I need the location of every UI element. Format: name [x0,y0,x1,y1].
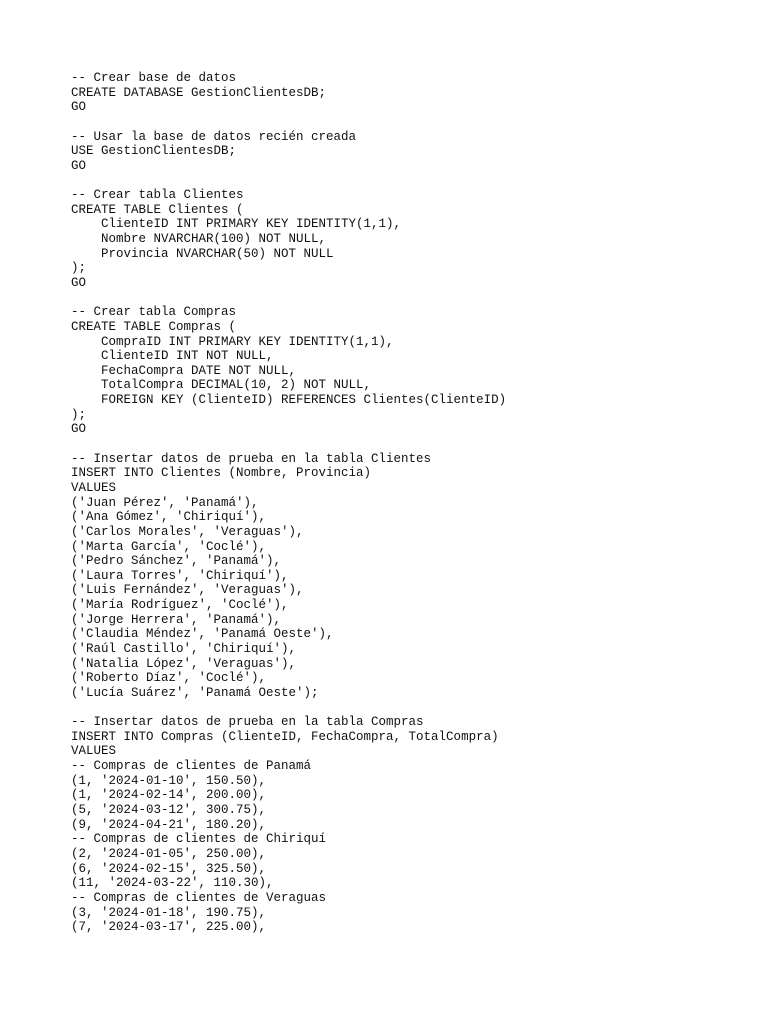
code-line: Nombre NVARCHAR(100) NOT NULL, [71,232,327,247]
code-line: (5, '2024-03-12', 300.75), [71,803,267,818]
code-line: ('Pedro Sánchez', 'Panamá'), [71,554,282,569]
sql-code-block [71,71,506,935]
code-line: (1, '2024-02-14', 200.00), [71,788,267,803]
code-line: ('Natalia López', 'Veraguas'), [71,656,297,671]
code-line: INSERT INTO Clientes (Nombre, Provincia) [71,466,372,481]
code-line: CREATE TABLE Compras ( [71,319,237,334]
code-line: CREATE TABLE Clientes ( [71,202,244,217]
code-line: ('Juan Pérez', 'Panamá'), [71,495,259,510]
code-line: (6, '2024-02-15', 325.50), [71,861,267,876]
code-line: ('Luis Fernández', 'Veraguas'), [71,583,304,598]
code-line [71,291,506,306]
code-line: ('Lucía Suárez', 'Panamá Oeste'); [71,685,319,700]
code-line: ('Ana Gómez', 'Chiriquí'), [71,510,267,525]
code-line [71,115,506,130]
code-line: GO [71,422,87,437]
code-line: -- Usar la base de datos recién creada [71,129,357,144]
code-line: (11, '2024-03-22', 110.30), [71,876,274,891]
code-line: VALUES [71,480,117,495]
code-line: INSERT INTO Compras (ClienteID, FechaCompra, TotalCompra) [71,729,499,744]
code-line: ('Laura Torres', 'Chiriquí'), [71,568,289,583]
code-line: -- Insertar datos de prueba en la tabla Clientes [71,451,432,466]
code-line: ('Jorge Herrera', 'Panamá'), [71,612,282,627]
code-line [71,173,506,188]
code-line: ); [71,261,87,276]
code-line: ('Marta García', 'Coclé'), [71,539,267,554]
code-line: Provincia NVARCHAR(50) NOT NULL [71,246,334,261]
code-line: ('Roberto Díaz', 'Coclé'), [71,671,267,686]
code-line: (7, '2024-03-17', 225.00), [71,920,267,935]
code-line: -- Compras de clientes de Panamá [71,759,312,774]
code-line: USE GestionClientesDB; [71,144,237,159]
code-line: FOREIGN KEY (ClienteID) REFERENCES Clientes(ClienteID) [71,393,507,408]
code-line [71,437,506,452]
code-line: GO [71,158,87,173]
code-line [71,701,506,716]
code-line: (1, '2024-01-10', 150.50), [71,773,267,788]
code-line: -- Crear tabla Clientes [71,188,244,203]
code-line: TotalCompra DECIMAL(10, 2) NOT NULL, [71,378,372,393]
code-line: -- Compras de clientes de Chiriquí [71,832,327,847]
code-line: -- Crear tabla Compras [71,305,237,320]
code-line: VALUES [71,744,117,759]
code-line: (2, '2024-01-05', 250.00), [71,846,267,861]
code-line: (9, '2024-04-21', 180.20), [71,817,267,832]
code-line: -- Crear base de datos [71,71,237,85]
code-line: (3, '2024-01-18', 190.75), [71,905,267,920]
code-line: -- Compras de clientes de Veraguas [71,890,327,905]
code-line: CompraID INT PRIMARY KEY IDENTITY(1,1), [71,334,394,349]
code-line: -- Insertar datos de prueba en la tabla Compras [71,715,424,730]
code-line: FechaCompra DATE NOT NULL, [71,363,297,378]
code-line: GO [71,275,87,290]
code-line: ); [71,407,87,422]
code-line: ('Claudia Méndez', 'Panamá Oeste'), [71,627,334,642]
code-line: GO [71,100,87,115]
code-line: ClienteID INT PRIMARY KEY IDENTITY(1,1), [71,217,402,232]
code-line: ('Carlos Morales', 'Veraguas'), [71,524,304,539]
code-line: ('María Rodríguez', 'Coclé'), [71,598,289,613]
code-line: CREATE DATABASE GestionClientesDB; [71,85,327,100]
code-line: ClienteID INT NOT NULL, [71,349,274,364]
code-line: ('Raúl Castillo', 'Chiriquí'), [71,641,297,656]
